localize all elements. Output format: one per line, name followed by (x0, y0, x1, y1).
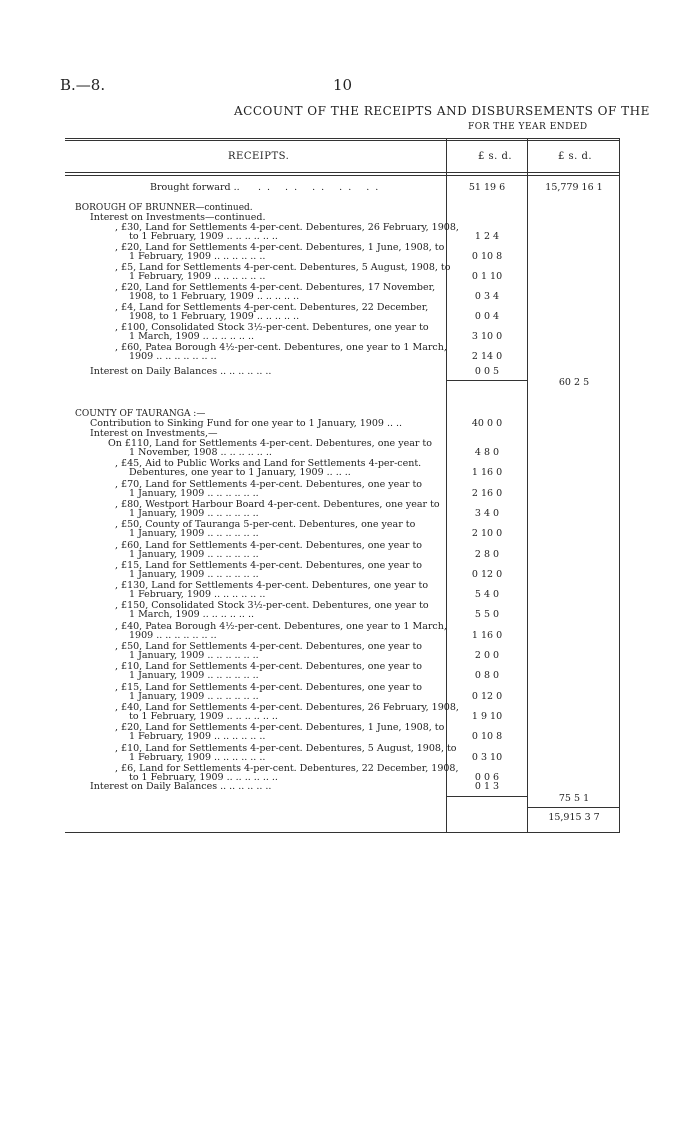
column-header-amount-1: £ s. d. (478, 151, 513, 162)
investment-amount: 0 3 10 (471, 751, 503, 763)
brunner-heading: BOROUGH OF BRUNNER—continued. (75, 203, 253, 213)
investment-line-1: , £30, Land for Settlements 4-per-cent. Debentures, 26 February, 1908, (115, 222, 459, 233)
investment-line-2: 1908, to 1 February, 1909 .. .. .. .. .. (129, 311, 300, 322)
investment-line-2: 1 November, 1908 .. .. .. .. .. .. (129, 447, 272, 458)
investment-amount: 1 9 10 (471, 710, 503, 722)
brought-forward-label: Brought forward .. (150, 182, 240, 193)
investment-line-2: to 1 February, 1909 .. .. .. .. .. .. (129, 231, 278, 242)
account-subtitle: FOR THE YEAR ENDED (468, 122, 588, 132)
investment-amount: 1 16 0 (471, 629, 503, 641)
investment-line-2: to 1 February, 1909 .. .. .. .. .. .. (129, 771, 278, 783)
investment-line-1: , £15, Land for Settlements 4-per-cent. Debentures, one year to (115, 681, 423, 693)
investment-amount: 0 0 6 (474, 771, 500, 783)
investment-line-2: 1 March, 1909 .. .. .. .. .. .. (129, 331, 255, 342)
investment-amount: 0 1 10 (471, 271, 503, 282)
tauranga-total: 75 5 1 (558, 793, 590, 804)
investment-line-1: , £4, Land for Settlements 4-per-cent. Debentures, 22 December, (115, 302, 429, 313)
tauranga-sinking-label: Contribution to Sinking Fund for one year to 1 January, 1909 .. .. (90, 418, 403, 429)
investment-line-2: 1 January, 1909 .. .. .. .. .. .. (129, 487, 259, 499)
brought-forward-dots: .. .. .. .. .. (258, 182, 385, 193)
grand-total: 15,915 3 7 (548, 812, 600, 823)
investment-amount: 2 10 0 (471, 528, 503, 540)
investment-amount: 2 16 0 (471, 487, 503, 499)
investment-amount: 1 16 0 (471, 467, 503, 479)
investment-line-2: 1 January, 1909 .. .. .. .. .. .. (129, 670, 259, 682)
investment-line-2: 1 March, 1909 .. .. .. .. .. .. (129, 609, 255, 621)
brunner-daily-amount: 0 0 5 (474, 366, 500, 377)
investment-amount: 0 3 4 (474, 291, 500, 302)
brunner-total: 60 2 5 (558, 377, 590, 388)
investment-line-2: to 1 February, 1909 .. .. .. .. .. .. (129, 710, 278, 722)
investment-line-2: 1 February, 1909 .. .. .. .. .. .. (129, 271, 266, 282)
investment-line-1: , £10, Land for Settlements 4-per-cent. Debentures, one year to (115, 661, 423, 673)
tauranga-sinking-amount: 40 0 0 (471, 418, 503, 429)
brunner-subheading: Interest on Investments—continued. (90, 212, 266, 223)
investment-amount: 2 8 0 (474, 548, 500, 560)
investment-amount: 0 10 8 (471, 251, 503, 262)
page-number: 10 (333, 76, 353, 94)
column-header-receipts: RECEIPTS. (228, 151, 290, 162)
tauranga-subheading: Interest on Investments,— (90, 428, 218, 439)
investment-amount: 0 0 4 (474, 311, 500, 322)
investment-line-1: , £130, Land for Settlements 4-per-cent. Debentures, one year to (115, 580, 429, 592)
investment-line-2: 1 February, 1909 .. .. .. .. .. .. (129, 251, 266, 262)
investment-line-1: , £100, Consolidated Stock 3½-per-cent. Debentures, one year to (115, 322, 429, 333)
tauranga-heading: COUNTY OF TAURANGA :— (75, 409, 206, 419)
tauranga-daily-label: Interest on Daily Balances .. .. .. .. .. .. (90, 781, 272, 792)
account-title: ACCOUNT OF THE RECEIPTS AND DISBURSEMENTS OF THE (234, 104, 650, 118)
investment-line-2: 1908, to 1 February, 1909 .. .. .. .. .. (129, 291, 300, 302)
investment-line-2: Debentures, one year to 1 January, 1909 .. .. .. (129, 467, 351, 479)
investment-amount: 0 12 0 (471, 690, 503, 702)
investment-line-1: , £150, Consolidated Stock 3½-per-cent. Debentures, one year to (115, 600, 429, 612)
investment-line-1: , £50, County of Tauranga 5-per-cent. Debentures, one year to (115, 519, 416, 531)
investment-line-1: , £10, Land for Settlements 4-per-cent. Debentures, 5 August, 1908, to (115, 742, 457, 754)
investment-line-1: , £6, Land for Settlements 4-per-cent. Debentures, 22 December, 1908, (115, 762, 459, 774)
investment-line-1: , £40, Land for Settlements 4-per-cent. Debentures, 26 February, 1908, (115, 701, 459, 713)
investment-line-2: 1 February, 1909 .. .. .. .. .. .. (129, 589, 266, 601)
investment-line-1: , £20, Land for Settlements 4-per-cent. Debentures, 1 June, 1908, to (115, 722, 445, 734)
brunner-daily-label: Interest on Daily Balances .. .. .. .. .. .. (90, 366, 272, 377)
investment-line-2: 1 January, 1909 .. .. .. .. .. .. (129, 528, 259, 540)
investment-amount: 3 4 0 (474, 507, 500, 519)
tauranga-daily-amount: 0 1 3 (474, 781, 500, 792)
investment-amount: 0 8 0 (474, 670, 500, 682)
investment-line-2: 1 January, 1909 .. .. .. .. .. .. (129, 568, 259, 580)
investment-amount: 5 5 0 (474, 609, 500, 621)
investment-line-1: , £60, Land for Settlements 4-per-cent. Debentures, one year to (115, 539, 423, 551)
investment-amount: 0 12 0 (471, 568, 503, 580)
investment-line-1: , £20, Land for Settlements 4-per-cent. Debentures, 1 June, 1908, to (115, 242, 445, 253)
investment-line-2: 1 February, 1909 .. .. .. .. .. .. (129, 731, 266, 743)
investment-amount: 1 2 4 (474, 231, 500, 242)
investment-line-2: 1 January, 1909 .. .. .. .. .. .. (129, 690, 259, 702)
document-reference: B.—8. (60, 76, 106, 94)
investment-line-1: , £80, Westport Harbour Board 4-per-cent. Debentures, one year to (115, 498, 440, 510)
investment-amount: 0 10 8 (471, 731, 503, 743)
investment-line-1: , £70, Land for Settlements 4-per-cent. Debentures, one year to (115, 478, 423, 490)
investment-line-1: , £5, Land for Settlements 4-per-cent. Debentures, 5 August, 1908, to (115, 262, 451, 273)
investment-amount: 5 4 0 (474, 589, 500, 601)
investment-line-2: 1909 .. .. .. .. .. .. .. (129, 351, 217, 362)
investment-line-1: , £20, Land for Settlements 4-per-cent. Debentures, 17 November, (115, 282, 436, 293)
investment-line-2: 1 January, 1909 .. .. .. .. .. .. (129, 650, 259, 661)
investment-line-2: 1 January, 1909 .. .. .. .. .. .. (129, 507, 259, 519)
investment-line-1: , £45, Aid to Public Works and Land for Settlements 4-per-cent. (115, 458, 422, 470)
investment-line-2: 1 February, 1909 .. .. .. .. .. .. (129, 751, 266, 763)
brought-forward-amount: 51 19 6 (468, 182, 506, 193)
investment-amount: 3 10 0 (471, 331, 503, 342)
investment-amount: 4 8 0 (474, 447, 500, 458)
investment-line-2: 1 January, 1909 .. .. .. .. .. .. (129, 548, 259, 560)
investment-amount: 2 0 0 (474, 650, 500, 661)
investment-line-1: On £110, Land for Settlements 4-per-cent. Debentures, one year to (108, 438, 432, 449)
investment-line-1: , £40, Patea Borough 4½-per-cent. Debentures, one year to 1 March, (115, 620, 447, 632)
brought-forward-total: 15,779 16 1 (545, 182, 603, 193)
investment-line-1: , £15, Land for Settlements 4-per-cent. Debentures, one year to (115, 559, 423, 571)
investment-line-1: , £50, Land for Settlements 4-per-cent. Debentures, one year to (115, 641, 423, 652)
investment-line-2: 1909 .. .. .. .. .. .. .. (129, 629, 217, 641)
investment-amount: 2 14 0 (471, 351, 503, 362)
column-header-amount-2: £ s. d. (558, 151, 593, 162)
investment-line-1: , £60, Patea Borough 4½-per-cent. Debentures, one year to 1 March, (115, 342, 447, 353)
